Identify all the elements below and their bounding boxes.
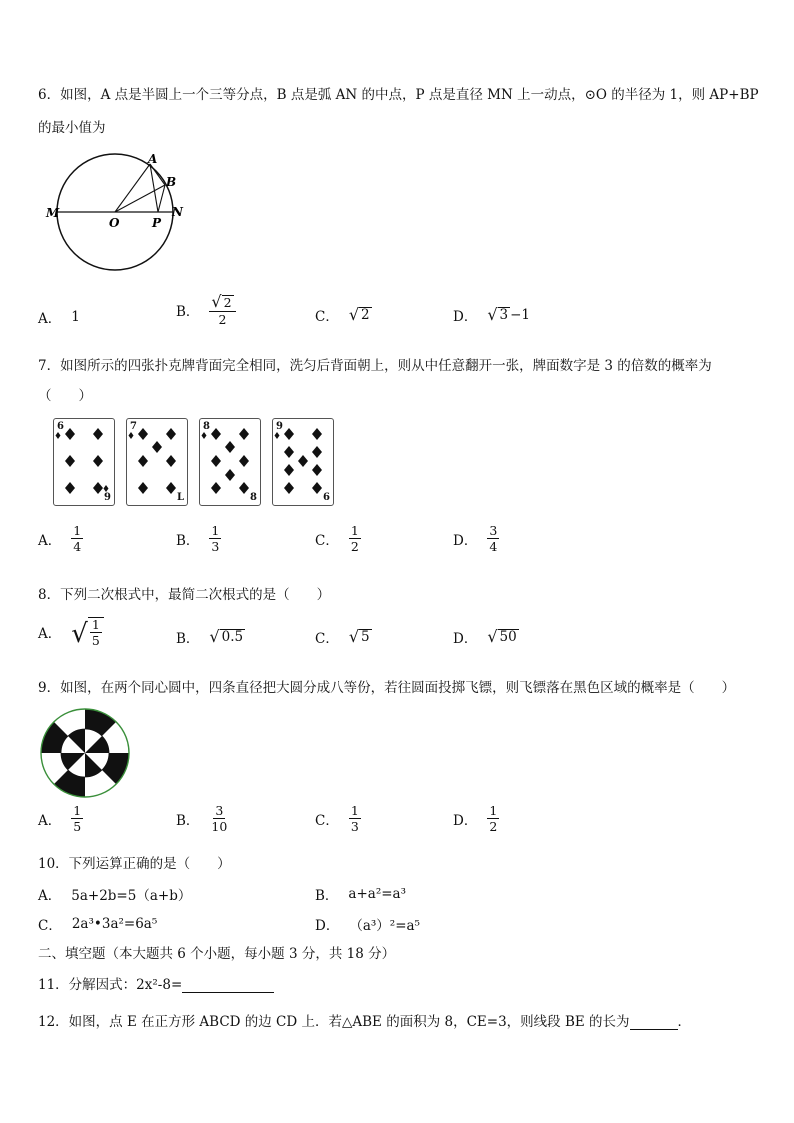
q7-option-a[interactable] [38,524,83,553]
option-letter: D． [453,309,478,325]
q6-label-o: O [109,216,120,230]
q6-option-a-value: 1 [71,309,80,325]
q10-option-a[interactable] [38,884,191,904]
card-corner-bottom: 8 [250,492,257,503]
card-corner-top: 9 [276,421,283,432]
fraction-denominator: 2 [489,819,498,835]
q9-dartboard-figure [38,706,132,800]
option-letter: C． [38,918,62,934]
q8-option-b[interactable]: B． √ 0.5 [176,627,244,647]
q9-option-c[interactable] [315,804,361,833]
card-6-of-diamonds [53,418,115,506]
q8-option-c[interactable]: C． √ 5 [315,627,370,647]
q10-option-d[interactable] [315,914,420,934]
fraction-numerator: 1 [489,803,498,818]
card-corner-bottom: 6 [323,492,330,503]
q6-label-b: B [166,175,177,189]
q6-option-c[interactable]: C． √ 2 [315,305,370,325]
q12-answer-blank[interactable] [630,1015,678,1030]
fraction-denominator: 3 [211,539,220,555]
q8-option-b-radicand: 0.5 [221,628,244,645]
fraction-denominator: 4 [73,539,82,555]
q6-segment-oa [115,164,150,212]
fraction-denominator: 2 [350,539,359,555]
q10-option-b[interactable] [315,884,406,904]
q8-option-c-radicand: 5 [361,628,370,645]
fraction-denominator: 4 [489,539,498,555]
card-7-of-diamonds [126,418,188,506]
option-letter: C． [315,812,339,829]
option-letter: D． [453,532,478,549]
fraction-numerator: 1 [350,523,359,538]
option-letter: A． [38,311,62,327]
card-pips [200,419,260,505]
option-letter: C． [315,631,339,647]
q6-option-b-fraction: √ 2 2 [209,294,235,326]
card-corner-top: 7 [130,421,137,432]
q12-end: ． [677,1014,692,1030]
q6-option-b[interactable] [176,294,236,326]
card-corner-top: 6 [57,421,64,432]
q6-segment-bp [158,185,165,212]
q8-option-d-radicand: 50 [499,628,517,645]
q9-option-a[interactable] [38,804,83,833]
q6-stem-line2: 的最小值为 [38,120,106,136]
q6-circle-figure [40,148,200,273]
q6-label-n: N [172,205,183,219]
fraction-numerator: 3 [215,803,224,818]
q6-option-d-rest: −1 [510,307,531,323]
q6-stem-line1: 6．如图，A 点是半圆上一个三等分点，B 点是弧 AN 的中点，P 点是直径 MN 上一动点，⊙O 的半径为 1，则 AP+BP [38,87,759,103]
q6-option-b-radicand: 2 [223,294,232,310]
q9-option-d[interactable] [453,804,499,833]
section-2-heading: 二、填空题（本大题共 6 个小题，每小题 3 分，共 18 分） [38,946,396,962]
q6-option-a[interactable] [38,307,80,327]
q7-option-d[interactable] [453,524,499,553]
option-letter: C． [315,532,339,549]
q7-stem-line1: 7．如图所示的四张扑克牌背面完全相同，洗匀后背面朝上，则从中任意翻开一张，牌面数字是 3 的倍数的概率为 [38,358,712,374]
fraction-numerator: 1 [91,617,100,632]
q6-label-m: M [46,206,60,220]
option-letter: A． [38,626,62,643]
q9-option-b[interactable] [176,804,229,833]
q6-option-d-radicand: 3 [499,306,509,323]
fraction-numerator: 1 [350,803,359,818]
q6-option-c-radicand: 2 [361,306,370,323]
q6-label-a: A [148,152,158,166]
card-corner-top: 8 [203,421,210,432]
q8-stem: 8．下列二次根式中，最简二次根式的是（ ） [38,587,331,603]
fraction-numerator: 3 [489,523,498,538]
card-pips [127,419,187,505]
q9-stem: 9．如图，在两个同心圆中，四条直径把大圆分成八等份，若往圆面投掷飞镖，则飞镖落在黑色区域的概率是（ ） [38,680,736,696]
fraction-numerator: 1 [73,803,82,818]
option-letter: B． [176,304,200,321]
q10-option-c-value: 2a³•3a²=6a⁵ [71,916,158,932]
q10-option-c[interactable] [38,914,157,934]
q10-option-a-value: 5a+2b=5（a+b） [71,888,192,904]
q10-stem: 10．下列运算正确的是（ ） [38,856,231,872]
q8-option-d[interactable]: D． √ 50 [453,627,517,647]
q6-option-b-den: 2 [218,312,227,327]
fraction-denominator: 3 [350,819,359,835]
q10-option-d-value: （a³）²=a⁵ [349,918,420,934]
card-pips [273,419,333,505]
option-letter: D． [453,631,478,647]
fraction-numerator: 1 [211,523,220,538]
fraction-denominator: 5 [73,819,82,835]
q7-option-b[interactable] [176,524,221,553]
q7-option-c[interactable] [315,524,361,553]
q11 [38,973,274,993]
option-letter: D． [315,918,340,934]
fraction-numerator: 1 [73,523,82,538]
option-letter: D． [453,812,478,829]
q8-option-a[interactable]: A． √ $\frac{1}{5}$ [38,617,104,647]
option-letter: B． [176,631,200,647]
card-corner-bottom: L [176,492,184,503]
card-8-of-diamonds [199,418,261,506]
q7-stem-line2: （ ） [38,388,92,404]
card-corner-bottom: 9 [104,492,111,503]
q6-option-d[interactable]: D． √ 3 −1 [453,305,531,325]
q6-label-p: P [152,216,162,230]
fraction-denominator: 5 [91,633,100,649]
fraction-denominator: 10 [211,819,228,835]
q11-answer-blank[interactable] [182,978,274,993]
card-pips [54,419,114,505]
option-letter: C． [315,309,339,325]
option-letter: A． [38,532,62,549]
q12-stem: 12．如图，点 E 在正方形 ABCD 的边 CD 上．若△ABE 的面积为 8，CE=3，则线段 BE 的长为 [38,1014,630,1030]
q12 [38,1010,691,1030]
option-letter: B． [315,888,339,904]
q11-stem: 11．分解因式：2x²-8= [38,977,183,993]
option-letter: A． [38,812,62,829]
option-letter: B． [176,812,200,829]
option-letter: A． [38,888,62,904]
card-9-of-diamonds [272,418,334,506]
option-letter: B． [176,532,200,549]
q10-option-b-value: a+a²=a³ [348,886,407,902]
